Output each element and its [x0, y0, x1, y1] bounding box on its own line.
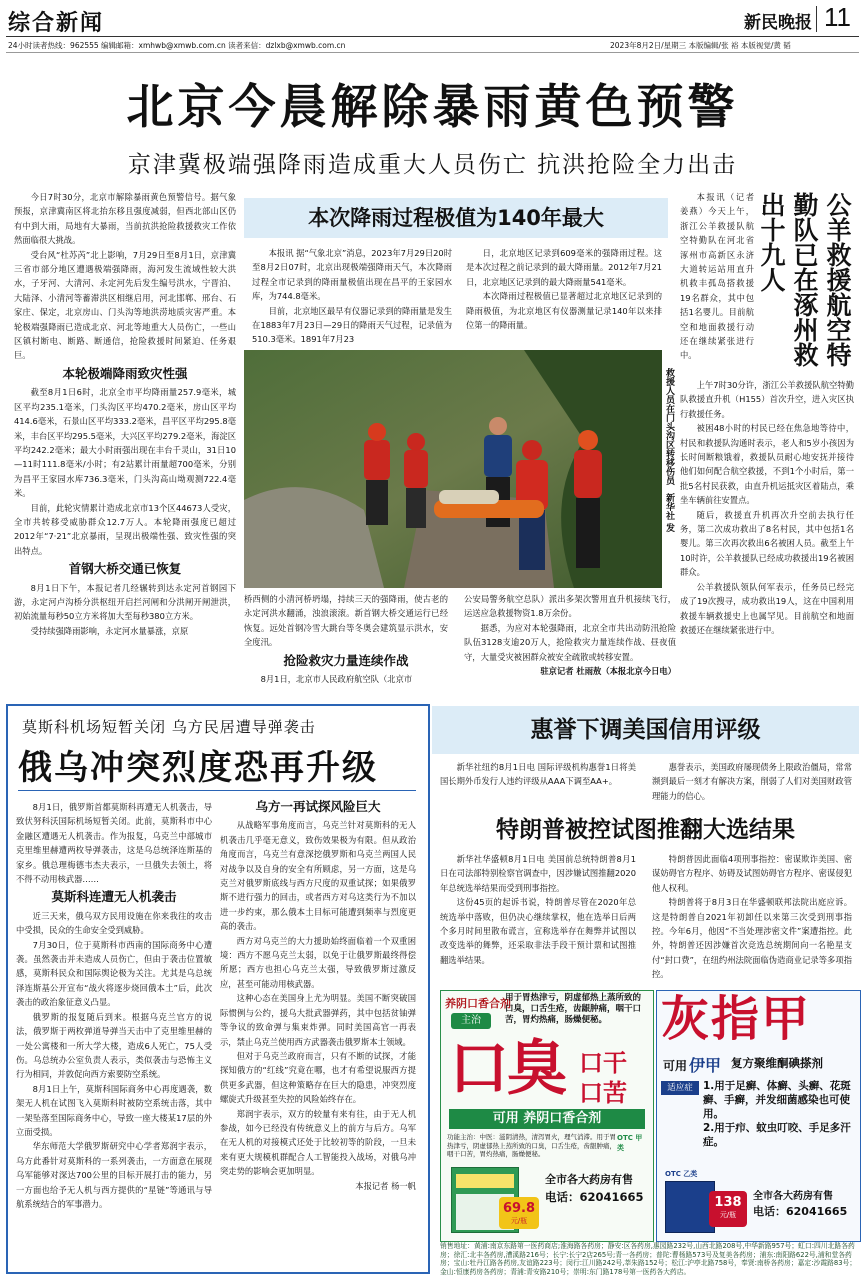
ad-right-price: 138: [714, 1195, 742, 1210]
ad-right-item: 1.用于足癣、体癣、头癣、花斑癣、手癣，并发细菌感染也可使用。: [703, 1080, 851, 1120]
side-para: 随后，救援直升机再次升空前去执行任务，第二次成功救出了8名村民，其中包括1名婴儿。第三次再次救出6名被困人员。截至上午10时许，公羊救援队已经成功救援出19名被困群众。: [680, 509, 854, 578]
russia-headline: 俄乌冲突烈度恐再升级: [18, 748, 378, 788]
main-col1: [14, 190, 236, 638]
ad-left-otc: OTC 甲类: [617, 1134, 643, 1152]
side-para: 被困48小时的村民已经在焦急地等待中，村民和救援队沟通时表示，老人和5岁小孩因为长时间断粮饿着，救援队员耐心地安抚并接待他们如何配合航空救援，不到1个小时后，第一批5名村民获救，由直升机运抵灾区着陆点，乘坐车辆前往安置点。: [680, 423, 854, 506]
feature-para: 本报讯 据“气象北京”消息，2023年7月29日20时至8月2日07时，北京出现极端强降雨天气，本次降雨过程全市记录到的降雨量极值出现在昌平的王家园水库，为744.8毫米。: [252, 248, 452, 302]
ad-right-price-badge: [709, 1191, 747, 1227]
russia-para: 但对于乌克兰政府而言，只有不断的试探，才能探知俄方的“红线”究竟在哪，也才有希望说服西方提供更多武器，但这种策略存在巨大的隐患，冲突烈度螺旋式升级甚至失控的风险始终存在。: [220, 1050, 416, 1105]
col1-para: 受台风“杜苏芮”北上影响，7月29日至8月1日，京津冀三省市部分地区遭遇极端强降雨，海河发生流域性较大洪水，子牙河、大清河、永定河先后发生编号洪水，宁晋泊、大陆泽、小清河等蓄滞洪区相继启用，河北邯郸、邢台、石家庄、保定，北京房山、门头沟等地洪涝地质灾害严重。本轮极端强降雨已造成北京、河北等地重大人员伤亡，一些山区镇村断电、断路、断通信，抢险救援时间紧迫、任务艰巨。: [14, 249, 236, 361]
page-number: 11: [824, 2, 851, 32]
russia-subhead-2: 乌方一再试探风险巨大: [255, 799, 381, 814]
ad-left-price: 69.8: [502, 1201, 536, 1216]
rescue-photo-image: [244, 350, 662, 588]
ad-right-unit: 元/瓶: [719, 1211, 737, 1219]
col1-para: 受持续强降雨影响，永定河水量暴涨，京原: [30, 625, 189, 636]
rescue-photo: [244, 350, 662, 588]
us-credit-headline: 惠誉下调美国信用评级: [530, 717, 761, 743]
us-credit-title-bar: [432, 706, 859, 754]
sales-bar: 销售地址：黄浦:南京东路第一医药商店;淮海路各药房；静安:区各药房,惠园路232号,山西北路208号,中华新路957号；虹口:四川北路各药房；徐汇:北丰各药房,漕溪路216号；长宁:长宁2店265号;青一各药房；普陀:曹杨路573号及复美各药房；浦东:南阳路622号,浦和堂各药房；宝山:牡丹江路各药房,友谊路223号；闵行:江川路242号,莘朱路152号；松江:沪亭北路758号，奉贤:南桥各药房；嘉定:沙霞路83号；金山:恒康药房各药房；青浦:青安路210号；崇明:东门路178号第一医药各大药店。: [440, 1242, 857, 1276]
ad-right-indication: 适应症: [661, 1081, 699, 1095]
russia-para: 这种心态在美国身上尤为明显。美国不断突破国际惯例与公约，援乌大批武器弹药，其中包括贫铀弹等争议的致命弹与集束炸弹。同时美国高官一再表示，禁止乌克兰使用西方武器袭击俄罗斯本土领域。: [220, 993, 416, 1047]
russia-byline: 本报记者 杨一帆: [355, 1180, 416, 1191]
ad-left-sub-big: 口干: [579, 1049, 627, 1077]
feature-col-left: [252, 246, 452, 347]
subhead-3: 抢险救灾力量连续作战: [283, 652, 409, 668]
main-headline: 北京今晨解除暴雨黄色预警: [126, 80, 739, 135]
photo-caption-bar: [662, 350, 680, 588]
russia-subhead-1: 莫斯科连遭无人机袭击: [51, 889, 177, 905]
side-col-bottom: [680, 378, 854, 637]
russia-col1: [16, 800, 212, 1211]
us-credit-col1: [440, 760, 636, 789]
ad-left-effect: 功能主治：中医：滋阴清热，清泻胃火，理气消滞。用于胃热津亏，阴虚郁热上蒸所致的口臭，口舌生疮，齿龈肿痛，咽干口苦，胃灼热痛，肠燥便秘。: [447, 1133, 616, 1158]
russia-para: 7月30日，位于莫斯科市西南的国际商务中心遭袭。虽然袭击并未造成人员伤亡，但由于袭击位置敏感，莫斯科民众和国际舆论极为关注。尤其是乌总统泽连斯基公开宣布“战火将逐步烧回俄本土”后，此次袭击的政治象征意义凸显。: [16, 939, 212, 1008]
feature-para: 目前，北京地区最早有仪器记录到的降雨量是发生在1883年7月23日—29日的降雨天气过程，记录值为510.3毫米。1891年7月23: [252, 305, 452, 345]
col1-subhead-1: 本轮极端降雨致灾性强: [62, 365, 188, 381]
below-photo-para: 8月1日，北京市人民政府航空队（北京市: [260, 674, 413, 685]
us-credit-col2: [652, 760, 852, 803]
date-line: 2023年8月2日/星期三 本版编辑/张 裕 本版视觉/黄 韬: [610, 41, 791, 50]
trump-para: 新华社华盛顿8月1日电 美国前总统特朗普8月1日在司法部特别检察官调查中，因涉嫌试图推翻2020年总统选举结果而受到刑事指控。: [440, 854, 636, 893]
ad-right-big: 灰指甲: [661, 991, 812, 1047]
masthead: 新民晚报: [744, 13, 812, 33]
us-credit-para: 惠誉表示，美国政府屡现债务上限政治僵局，常常濒到最后一刻才有解决方案，削弱了人们对美国财政管理能力的信心。: [652, 762, 852, 801]
ad-right-otc: OTC 乙类: [665, 1170, 698, 1178]
below-photo-right: [464, 592, 676, 678]
russia-rule: [18, 790, 416, 791]
col1-subhead-2: 首钢大桥交通已恢复: [68, 561, 182, 577]
russia-col2: [220, 800, 416, 1193]
col1-para: 目前，此轮灾情累计造成北京市13个区44673人受灾，全市共转移受威胁群众12.7万人。本轮降雨强度已超过2012年“7·21”北京暴雨，呈现出极端性强、致灾性强的突出特点。: [14, 502, 236, 556]
ad-left-phone: 电话：62041665: [545, 1190, 644, 1204]
us-credit-para: 新华社纽约8月1日电 国际评级机构惠誉1日将美国长期外币发行人违约评级从AAA下调至AA+。: [440, 762, 636, 787]
ad-right-items: [703, 1079, 855, 1149]
ad-left-price-badge: [499, 1197, 539, 1229]
ad-left-brand: 养阴口香合剂: [445, 997, 511, 1010]
ad-left-big: 口臭: [449, 1034, 565, 1104]
ad-left-shops: 全市各大药房有售: [545, 1173, 633, 1186]
side-para: 公羊救援队领队何军表示，任务员已经完成了19次搜寻，成功救出19人，这在中国利用救援车辆救援史上也属罕见。目前航空和地面救援还在继续紧张进行中。: [680, 581, 854, 635]
trump-headline: 特朗普被控试图推翻大选结果: [496, 817, 795, 843]
col1-para: 8月1日下午，本报记者几经辗转到达永定河首钢园下游，永定河卢沟桥分洪枢纽开启拦河闸和分洪闸开闸泄洪，初始流量每秒50立方米将加大至每秒380立方米。: [14, 582, 236, 622]
side-title: 公羊救援航空特勤队已在涿州救出十九人: [757, 192, 852, 367]
russia-para: 8月1日上午，莫斯科国际商务中心再度遇袭，数架无人机在试图飞入莫斯科时被防空系统击落，其中一架坠落至国际商务中心，导致一座大楼某17层的外立面受损。: [16, 1083, 212, 1137]
ad-left: [440, 990, 654, 1242]
col1-para: 今日7时30分，北京市解除暴雨黄色预警信号。据气象预报，京津冀南区将北抬东移且强度减弱，但西北部山区仍有中到大雨，局地有大暴雨，当前抗洪抢险救援救灾工作依然面临很大挑战。: [14, 192, 236, 246]
below-photo-left: [244, 592, 448, 686]
header: [0, 0, 865, 55]
russia-box: [6, 704, 430, 1274]
section-title: 综合新闻: [8, 10, 105, 36]
header-rule-2: [6, 52, 859, 53]
ad-right-pre: 可用: [663, 1059, 688, 1073]
feature-col-right: [466, 246, 662, 332]
trump-para: 特朗普将于8月3日在华盛顿联邦法院出庭应诉。这是特朗普自2021年初卸任以来第三次受到刑事指控。今年6月，他因“不当处理涉密文件”案遭指控。此外，特朗普还因涉嫌首次竞选总统期间向一名艳星支付“封口费”，在纽约州法院面临伪造商业记录等多项指控。: [652, 897, 852, 980]
col1-para: 截至8月1日6时，北京全市平均降雨量257.9毫米，城区平均235.1毫米，门头沟区平均470.2毫米，房山区平均414.6毫米，石景山区平均333.2毫米，昌平区平均295.8毫米，丰台区平均295.5毫米，大兴区平均279.2毫米，海淀区平均242.2毫米；最大小时雨强出现在丰台千灵山，31日10—11时111.8毫米/小时；有2站累计雨量超700毫米，分别为昌平王家园水库736.3毫米，门头沟高山坳观测722.4毫米。: [14, 387, 236, 499]
trump-para: 特朗普因此面临4项刑事指控：密谋欺诈美国、密谋妨碍官方程序、妨碍及试图妨碍官方程序、密谋侵犯他人权利。: [652, 854, 852, 893]
russia-para: 郑润宇表示，双方的较量有来有往，由于无人机参战，如今已经没有传统意义上的前方与后方。乌军在无人机的对接模式还处于比较初等的阶段，一旦未来有更大规模机群配合人工智能投入战场，对俄乌冲突走势的影响会更加明显。: [220, 1108, 416, 1177]
ad-left-sub-big2: 口苦: [579, 1079, 627, 1107]
ad-right-item: 2.用于疖、蚊虫叮咬、手足多汗症。: [703, 1122, 851, 1148]
side-col-top: [680, 190, 754, 363]
below-photo-para: 桥西侧的小清河桥坍塌，持续三天的强降雨，使古老的永定河洪水翻涌，浊浪滚滚。新首钢大桥交通运行已经恢复。远处首钢冷雪大跳台等冬奥会建筑显示洪水，安全度汛。: [244, 594, 448, 648]
photo-credit: 新华社 发: [664, 493, 674, 533]
below-photo-para: 公安局警务航空总队）派出多架次警用直升机接续飞行，运送应急救援物资1.8万余份。: [464, 594, 676, 619]
russia-para: 华东师范大学俄罗斯研究中心学者郑润宇表示，乌方此番针对莫斯科的一系列袭击，一方面意在展现乌军能够对深达700公里的目标开展打击的能力，另一方面也给予无人机与西方提供的“星链”等通讯与导航系统结合的军事潜力。: [16, 1141, 212, 1209]
feature-para: 日，北京地区记录到609毫米的强降雨过程。这是本次过程之前记录到的最大降雨量。2012年7月21日，北京地区记录到的最大降雨量541毫米。: [466, 248, 662, 287]
trump-col1: [440, 852, 636, 967]
below-photo-para: 据悉，为应对本轮强降雨，北京全市共出动防汛抢险队伍3128支逾20万人，抢险救灾力量连续作战、昼夜值守，大量受灾被困群众被安全疏散或转移安置。: [464, 622, 676, 662]
header-divider: [816, 6, 817, 32]
russia-para: 8月1日，俄罗斯首都莫斯科再遭无人机袭击，导致伏努科沃国际机场短暂关闭。此前，莫斯科市中心金融区遭遇无人机袭击。作为报复，乌克兰中部城市克里维里赫遭两枚导弹袭击，这是乌总统泽连斯基的家乡。俄总理梅德韦杰夫表示，一旦俄失去领土，将不得不动用核武器……: [16, 802, 212, 885]
ad-right-product-box-icon: [665, 1181, 715, 1233]
ad-right: [656, 990, 861, 1242]
ad-left-slogan: 可用 养阴口香合剂: [449, 1109, 645, 1129]
byline: 驻京记者 杜雨敖（本报北京今日电）: [540, 666, 676, 677]
ad-right-brand: 伊甲: [689, 1056, 722, 1075]
feature-title: 本次降雨过程极值为140年最大: [308, 206, 604, 230]
ad-right-product: 复方聚维酮碘搽剂: [731, 1056, 823, 1070]
hotline: 24小时读者热线：962555 编辑邮箱：xmhwb@xmwb.com.cn 读者来信：dzlxb@xmwb.com.cn: [8, 41, 346, 50]
russia-para: 俄罗斯的报复随后到来。根据乌克兰官方的说法，俄罗斯于两枚弹道导弹当天击中了克里维里赫的一处公寓楼和一所大学大楼，造成6人死亡，75人受伤。乌总统办公室负责人表示，类似袭击与恐怖主义行为相同，并敦促向西方索要防空系统。: [16, 1011, 212, 1080]
ad-left-tag: 主治: [451, 1013, 491, 1029]
header-rule: [6, 36, 859, 37]
russia-para: 从战略军事角度而言，乌克兰针对莫斯科的无人机袭击几乎毫无意义，致伤效果极为有限。但从政治角度而言，乌克兰有意深挖俄罗斯和乌克兰两国人民对战争以及自身的安全有所顾虑，另一方面，这是乌克兰对俄罗斯底线与西方尺度的双重试探；如果俄罗斯不进行强力的回击，或者西方对乌这类行为不加以进一步约束，那么俄本土目标可能遭到频率与烈度更高的袭击。: [220, 820, 416, 932]
main-subhead: 京津冀极端强降雨造成重大人员伤亡 抗洪抢险全力出击: [127, 152, 738, 178]
side-para: 上午7时30分许，浙江公羊救援队航空特勤队救援直升机（H155）首次升空，进入灾区执行救援任务。: [680, 380, 854, 419]
ad-right-shops: 全市各大药房有售: [753, 1191, 833, 1202]
feature-title-box: [244, 198, 668, 238]
russia-kicker: 莫斯科机场短暂关闭 乌方民居遭导弹袭击: [22, 718, 316, 736]
side-para: 本报讯（记者 姜燕）今天上午，浙江公羊救援队航空特勤队在河北省涿州市高新区永济大道转运站用直升机救丰孤岛搭救援19名群众，其中包括1名婴儿。目前航空和地面救援行动还在继续紧张进行中。: [680, 192, 754, 361]
russia-para: 西方对乌克兰的大力援助始终面临着一个双重困境：西方不愿乌克兰太弱，以免于让俄罗斯最终得偿所愿；西方也担心乌克兰太强，导致俄罗斯过激反应，甚至可能动用核武器。: [220, 935, 416, 989]
russia-para: 近三天来，俄乌双方民用设施在你来我往的攻击中受损，民众的生命安全受到威胁。: [16, 910, 212, 936]
feature-para: 本次降雨过程极值已显著超过北京地区记录到的降雨极值，为北京地区有仪器测量记录140年以来排位第一的降雨量。: [466, 291, 662, 331]
trump-para: 这份45页的起诉书说，特朗普尽管在2020年总统选举中落败，但仍决心继续掌权，他在选举日后两个多月时间里散布谎言，宣称选举存在舞弊并试图以改变选举的舞弊，还采取非法手段干预计票和试图推翻选举结果。: [440, 897, 636, 965]
photo-caption: 救援人员在门头沟区转移伤员: [664, 368, 674, 485]
ad-left-unit: 元/瓶: [510, 1217, 528, 1225]
ad-left-desc: 用于胃热津亏，阴虚郁热上蒸所致的口臭，口舌生疮，齿龈肿痛，咽干口苦，胃灼热痛，肠燥便秘。: [505, 993, 642, 1025]
trump-col2: [652, 852, 852, 982]
ad-right-phone: 电话：62041665: [753, 1205, 848, 1218]
